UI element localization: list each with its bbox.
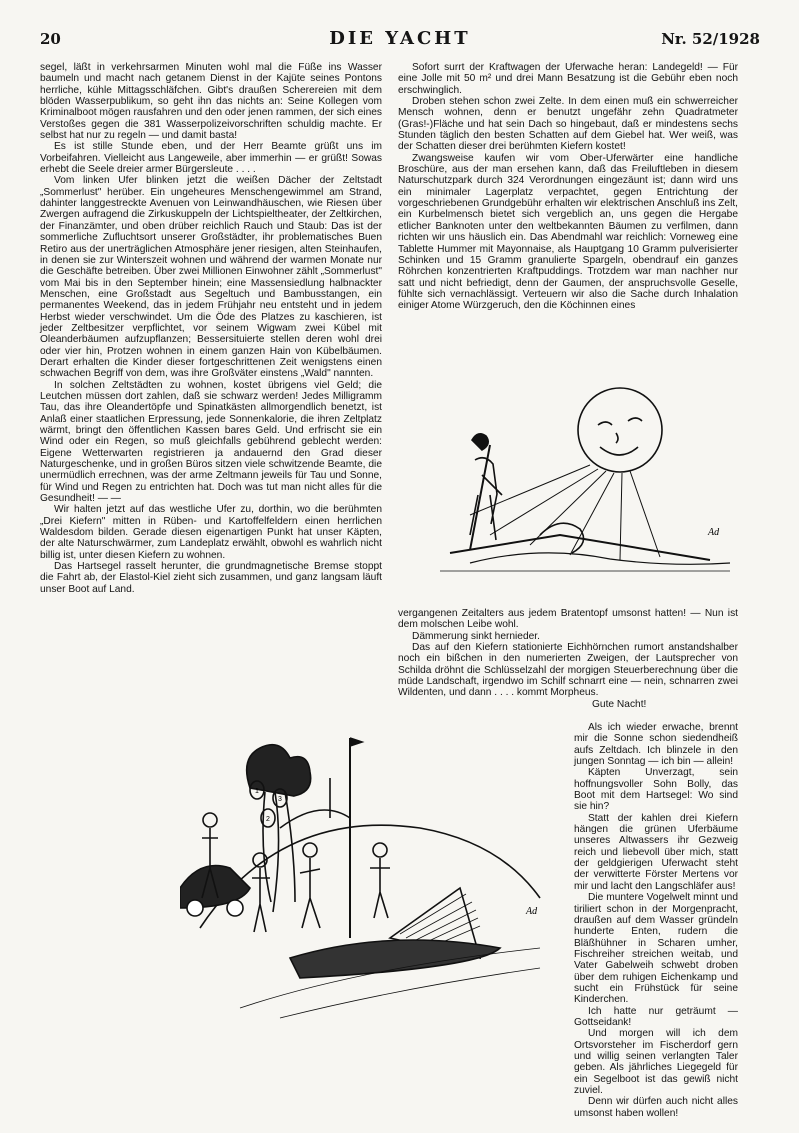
paragraph: Denn wir dürfen auch nicht alles umsonst haben wollen! [574,1096,738,1119]
paragraph: vergangenen Zeitalters aus jedem Bratentopf umsonst hatten! — Nun ist dem molschen Leibe wohl. [398,608,738,631]
paragraph: Dämmerung sinkt hernieder. [412,630,540,642]
paragraph: segel, läßt in verkehrsarmen Minuten wohl mal die Füße ins Wasser baumeln und macht nach getanem Dienst in der Kajüte seines Pontons herrliche, kühle Mittagsschläfchen. Gibt's draußen Scherereien mit dem blöden Wasserpublikum, so geht ihn das nichts an: Seine Kollegen vom Kriminalboot mögen rausfahren und den oder jenen rammen, der sich eines Verstoßes gegen die 381 Wasserpolizeivorschriften schuldig machte. Er selbst hat nur zu regeln — und damit basta! [40,62,382,142]
tree-icon [247,745,311,912]
right-column-lower [574,722,738,1119]
boat-hull [290,940,500,978]
hill [200,825,540,928]
paragraph: Gute Nacht! [592,698,647,710]
right-column-top [398,62,738,312]
sun-face-icon [578,388,662,472]
tree-tag: 1 [255,788,259,795]
page-number: 20 [40,30,61,48]
paragraph: Käpten Unverzagt, sein hoffnungsvoller Sohn Bolly, das Boot mit dem Hartsegel: Wo sind sie hin? [574,767,738,813]
signature: Ad [526,906,538,917]
page-header [40,30,760,52]
paragraph: Als ich wieder erwache, brennt mir die Sonne schon siedendheiß aufs Zeltdach. Ich blinzele in den jungen Sonntag — ich bin — allein! [574,722,738,768]
paragraph: Sofort surrt der Kraftwagen der Uferwache heran: Landegeld! — Für eine Jolle mit 50 m² und drei Mann Besatzung ist die Gebühr eben noch erschwinglich. [398,62,738,96]
paragraph: Das auf den Kiefern stationierte Eichhörnchen rumort anstandshalber noch ein bißchen in den numerierten Zweigen, der Lautsprecher von Schilda dröhnt die Schlüsselzahl der morgigen Steuerberechnung über die müde Landschaft, irgendwo im Schilf schnarrt eine — nein, schnarren zwei Wildenten, und dann . . . . kommt Morpheus. [398,642,738,699]
sun-hiker-cartoon [430,385,740,585]
person-figure [370,858,390,918]
right-column-middle [398,608,738,710]
paragraph: Die muntere Vogelwelt minnt und tiriliert schon in der Morgenpracht, draußen auf dem Wasser gründeln hunderte Enten, rudern die Bläßhühner in Scharen umher, Fischreiher streichen weitab, und Vater Gabelweih schwebt droben über dem ruhigen Eichenkamp und sucht ein Frühstück für seine Kinderchen. [574,892,738,1006]
paragraph: Statt der kahlen drei Kiefern hängen die grünen Uferbäume unseres Altwassers ihr Gezweig reich und liebevoll über mich, statt der geldgierigen Uferwacht steht der verwitterte Förster Mertens vor mir und lacht den Langschläfer aus! [574,812,738,892]
paragraph: Droben stehen schon zwei Zelte. In dem einen muß ein schwerreicher Mensch wohnen, denn er benutzt ungefähr zehn Quadratmeter (Gras!-)Fläche und hat sein Dach so hingebaut, daß er mindestens sechs Stunden täglich den besten Schatten auf dem Giebel hat. Wer weiß, was der Schatten dieser drei berühmten Kiefern kostet! [398,96,738,153]
person-figure [300,858,320,928]
paragraph: Vom linken Ufer blinken jetzt die weißen Dächer der Zeltstadt „Sommerlust" herüber. Ein ungeheures Menschengewimmel am Strand, dahinter langgestreckte Avenuen von Leinwandhäuschen, wie Riesen über Zwergen aufragend die Zirkuskuppeln der Lichtspieltheater, der Zeltkirchen, der Finanzämter, und oben drüber reichlich Rauch und Staub: Das ist der sommerliche Zufluchtsort unserer Großstädter, ihr problematisches Buen Retiro aus der unerträglichen Atmosphäre jener riesigen, alten Steinhaufen, in denen sie zur Winterszeit wohnen und während der warmen Monate nur die Geschäfte betreiben. Über zwei Millionen Einwohner zählt „Sommerlust" vom Mai bis in den September hinein; eine Massensiedlung halbnackter Menschen, eine Großstadt aus Segeltuch und Bambusstangen, ein permanentes Weekend, das in jedem Frühjahr neu entsteht und in jedem Herbst wieder verschwindet. Um die Öde des Platzes zu kaschieren, ist jeder Zeltbesitzer verpflichtet, vor seinem Wigwam zwei Kübel mit Oleanderbäumen aufzupflanzen; Bessersituierte stellen deren wohl drei oder vier hin, Protzen wohnen in einem ganzen Hain von Kübelbäumen. Derart erhalten die Kinder dieser fortgeschrittenen Zeit wenigstens einen schwachen Begriff von dem, was ihre Großväter einstens „Wald" nannten. [40,175,382,380]
person-figure [252,868,270,932]
issue-number: Nr. 52/1928 [661,30,760,48]
paragraph: In solchen Zeltstädten zu wohnen, kostet übrigens viel Geld; die Leutchen müssen dort zahlen, daß sie schwarz werden! Jedes Milligramm Tau, das ihre Oleandertöpfe und Spinatkästen allmorgendlich benetzt, ist Anlaß einer staatlichen Erpressung, jede Sonnenkalorie, die ihren Zeltplatz wärmt, bringt den öffentlichen Kassen bares Geld. Und erfrischt sie ein Wind oder ein Regen, so muß gleichfalls gebührend geblecht werden: Eigene Wetterwarten registrieren ja andauernd den Grad dieser Naturgeschenke, und in großen Büros sitzen viele schwitzende Beamte, die unermüdlich errechnen, was der arme Zeltmann jeweils für Tau und Sonne, für Wind und Regen zu entrichten hat. Doch was tut man nicht alles für die Gesundheit! — — [40,379,382,505]
tree-tag: 2 [266,816,270,823]
left-column [40,62,382,595]
paragraph: Und morgen will ich dem Ortsvorsteher im Fischerdorf gern und willig seinen verlangten Taler geben. Als jährliches Liegegeld für ein Segelboot ist das gewiß nicht zuviel. [574,1028,738,1096]
landing-cartoon [180,708,560,1028]
paragraph: Ich hatte nur geträumt — Gottseidank! [574,1005,738,1028]
tree-tag: 3 [278,796,282,803]
paragraph: Zwangsweise kaufen wir vom Ober-Uferwärter eine handliche Broschüre, aus der man ersehen kann, daß das Freiluftleben in diesem Naturschutzpark durch 324 Verordnungen eingezäunt ist; dann wird uns ein minimaler Lagerplatz verpachtet, gegen Entrichtung der vorgeschriebenen Grundgebühr erhalten wir elektrischen Anschluß ins Zelt, ein Kurbelmensch bietet sich vergeblich an, uns gegen die Hergabe etlicher Banknoten unter den weltbekannten Bäumen zu verfilmen, dann richten wir uns häuslich ein. Das Abendmahl war reichlich: Vorneweg eine Tablette Hummer mit Mayonnaise, als Hauptgang 10 Gramm pulverisierter Schinken und 15 Gramm granulierte Spargeln, obendrauf ein ganzes Röhrchen konzentrierten Kraftpuddings. Trotzdem war man nachher nur satt und nicht befriedigt, denn der Gaumen, der anspruchsvolle Geselle, fühlte sich vernachlässigt. Verteuern wir also die Sache durch Inhalation einiger Atome Würzgeruch, den die Köchinnen eines [398,152,738,312]
paragraph: Es ist stille Stunde eben, und der Herr Beamte grüßt uns im Vorbeifahren. Vielleicht aus Langeweile, aber immerhin — er grüßt! Sowas erhebt die Seele dreier armer Bürgersleute . . . . [40,141,382,176]
paragraph: Wir halten jetzt auf das westliche Ufer zu, dorthin, wo die berühmten „Drei Kiefern" mitten in Rüben- und Kartoffelfeldern einen herrlichen Waldesdom bilden. Gerade diesen eigenartigen Punkt hat unser Käpten, der alte Naturschwärmer, zum Landeplatz erwählt, obwohl es wahrlich nicht billig ist, unter diesen Kiefern zu wohnen. [40,504,382,561]
signature: Ad [708,527,720,538]
paragraph: Das Hartsegel rasselt herunter, die grundmagnetische Bremse stoppt die Fahrt ab, der Elastol-Kiel zieht sich zusammen, und ganz langsam läuft unser Boot auf Land. [40,561,382,595]
magazine-title: DIE YACHT [329,28,471,49]
